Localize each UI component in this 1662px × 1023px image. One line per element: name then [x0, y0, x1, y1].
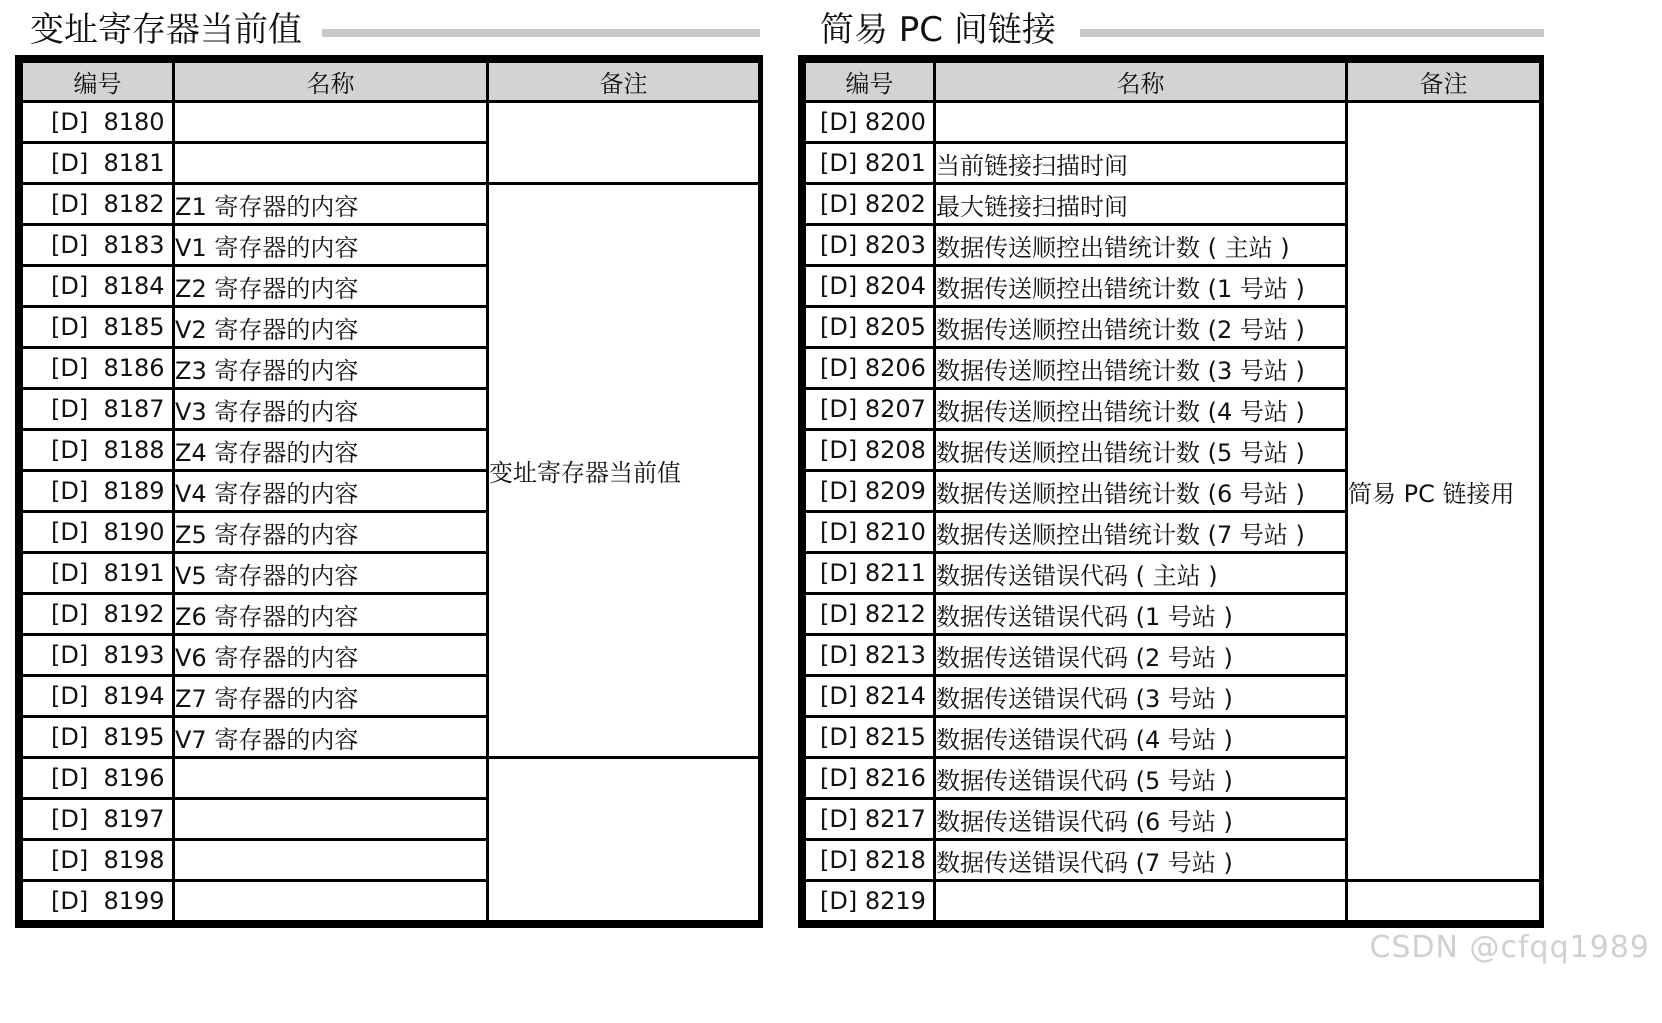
register-name: V7 寄存器的内容: [174, 717, 488, 758]
register-number: [D] 8193: [22, 635, 174, 676]
register-number: [D] 8191: [22, 553, 174, 594]
register-number: [D] 8190: [22, 512, 174, 553]
register-name: 数据传送错误代码 (2 号站 ): [935, 635, 1347, 676]
register-number: [D] 8180: [22, 102, 174, 143]
register-number: [D] 8203: [805, 225, 935, 266]
register-number: [D] 8217: [805, 799, 935, 840]
register-name: 数据传送顺控出错统计数 (4 号站 ): [935, 389, 1347, 430]
register-number: [D] 8184: [22, 266, 174, 307]
register-number: [D] 8183: [22, 225, 174, 266]
register-name: 数据传送顺控出错统计数 ( 主站 ): [935, 225, 1347, 266]
register-number: [D] 8216: [805, 758, 935, 799]
register-name: V6 寄存器的内容: [174, 635, 488, 676]
register-name: [935, 881, 1347, 922]
register-name: 数据传送顺控出错统计数 (1 号站 ): [935, 266, 1347, 307]
register-number: [D] 8188: [22, 430, 174, 471]
register-number: [D] 8218: [805, 840, 935, 881]
register-number: [D] 8197: [22, 799, 174, 840]
register-number: [D] 8201: [805, 143, 935, 184]
register-number: [D] 8192: [22, 594, 174, 635]
register-name: Z6 寄存器的内容: [174, 594, 488, 635]
register-remark: [488, 102, 760, 184]
register-name: 数据传送错误代码 (7 号站 ): [935, 840, 1347, 881]
table-header-row: [22, 62, 760, 102]
register-number: [D] 8209: [805, 471, 935, 512]
register-name: 数据传送错误代码 (4 号站 ): [935, 717, 1347, 758]
register-number: [D] 8182: [22, 184, 174, 225]
register-number: [D] 8215: [805, 717, 935, 758]
register-remark: 简易 PC 链接用: [1347, 102, 1541, 881]
register-name: Z3 寄存器的内容: [174, 348, 488, 389]
title-rule: [1080, 29, 1544, 37]
register-number: [D] 8195: [22, 717, 174, 758]
register-table: [20, 60, 761, 923]
register-table: [803, 60, 1542, 923]
register-number: [D] 8211: [805, 553, 935, 594]
register-number: [D] 8196: [22, 758, 174, 799]
register-number: [D] 8213: [805, 635, 935, 676]
column-header-remark: 备注: [488, 62, 760, 102]
register-number: [D] 8181: [22, 143, 174, 184]
register-name: 数据传送错误代码 ( 主站 ): [935, 553, 1347, 594]
table-row: [805, 102, 1541, 143]
table-row: [22, 184, 760, 225]
table-row: [805, 881, 1541, 922]
section-index-registers: [0, 0, 800, 1023]
register-number: [D] 8210: [805, 512, 935, 553]
table-body: [805, 102, 1541, 922]
register-name: [174, 758, 488, 799]
register-name: Z1 寄存器的内容: [174, 184, 488, 225]
register-name: 数据传送错误代码 (3 号站 ): [935, 676, 1347, 717]
register-name: 最大链接扫描时间: [935, 184, 1347, 225]
register-number: [D] 8186: [22, 348, 174, 389]
register-name: V5 寄存器的内容: [174, 553, 488, 594]
register-number: [D] 8206: [805, 348, 935, 389]
register-number: [D] 8208: [805, 430, 935, 471]
column-header-name: 名称: [174, 62, 488, 102]
register-number: [D] 8185: [22, 307, 174, 348]
register-number: [D] 8212: [805, 594, 935, 635]
register-name: 数据传送错误代码 (1 号站 ): [935, 594, 1347, 635]
register-number: [D] 8207: [805, 389, 935, 430]
register-remark: 变址寄存器当前值: [488, 184, 760, 758]
table-frame: [15, 55, 763, 928]
register-number: [D] 8187: [22, 389, 174, 430]
register-name: [174, 840, 488, 881]
column-header-number: 编号: [805, 62, 935, 102]
table-body: [22, 102, 760, 922]
register-name: Z5 寄存器的内容: [174, 512, 488, 553]
register-name: [174, 799, 488, 840]
column-header-remark: 备注: [1347, 62, 1541, 102]
register-name: 数据传送顺控出错统计数 (5 号站 ): [935, 430, 1347, 471]
register-name: Z4 寄存器的内容: [174, 430, 488, 471]
register-name: [935, 102, 1347, 143]
register-number: [D] 8219: [805, 881, 935, 922]
section-title: 简易 PC 间链接: [820, 10, 1056, 50]
register-name: Z2 寄存器的内容: [174, 266, 488, 307]
register-name: 数据传送顺控出错统计数 (2 号站 ): [935, 307, 1347, 348]
register-number: [D] 8198: [22, 840, 174, 881]
register-number: [D] 8214: [805, 676, 935, 717]
column-header-name: 名称: [935, 62, 1347, 102]
register-number: [D] 8204: [805, 266, 935, 307]
register-name: 数据传送顺控出错统计数 (7 号站 ): [935, 512, 1347, 553]
register-name: 数据传送错误代码 (6 号站 ): [935, 799, 1347, 840]
register-number: [D] 8199: [22, 881, 174, 922]
register-name: 数据传送顺控出错统计数 (6 号站 ): [935, 471, 1347, 512]
register-name: Z7 寄存器的内容: [174, 676, 488, 717]
section-simple-pc-link: [790, 0, 1662, 1023]
section-title: 变址寄存器当前值: [30, 10, 302, 50]
register-number: [D] 8202: [805, 184, 935, 225]
register-name: V3 寄存器的内容: [174, 389, 488, 430]
register-name: 数据传送错误代码 (5 号站 ): [935, 758, 1347, 799]
register-remark: [1347, 881, 1541, 922]
table-row: [22, 102, 760, 143]
register-number: [D] 8194: [22, 676, 174, 717]
register-name: 当前链接扫描时间: [935, 143, 1347, 184]
register-name: [174, 143, 488, 184]
column-header-number: 编号: [22, 62, 174, 102]
title-rule: [322, 29, 760, 37]
register-name: V2 寄存器的内容: [174, 307, 488, 348]
register-name: [174, 881, 488, 922]
table-header-row: [805, 62, 1541, 102]
table-row: [22, 758, 760, 799]
register-number: [D] 8200: [805, 102, 935, 143]
register-remark: [488, 758, 760, 922]
register-number: [D] 8189: [22, 471, 174, 512]
table-frame: [798, 55, 1544, 928]
register-name: [174, 102, 488, 143]
watermark: CSDN @cfqq1989: [1369, 930, 1650, 965]
register-name: V4 寄存器的内容: [174, 471, 488, 512]
register-number: [D] 8205: [805, 307, 935, 348]
register-name: 数据传送顺控出错统计数 (3 号站 ): [935, 348, 1347, 389]
register-name: V1 寄存器的内容: [174, 225, 488, 266]
